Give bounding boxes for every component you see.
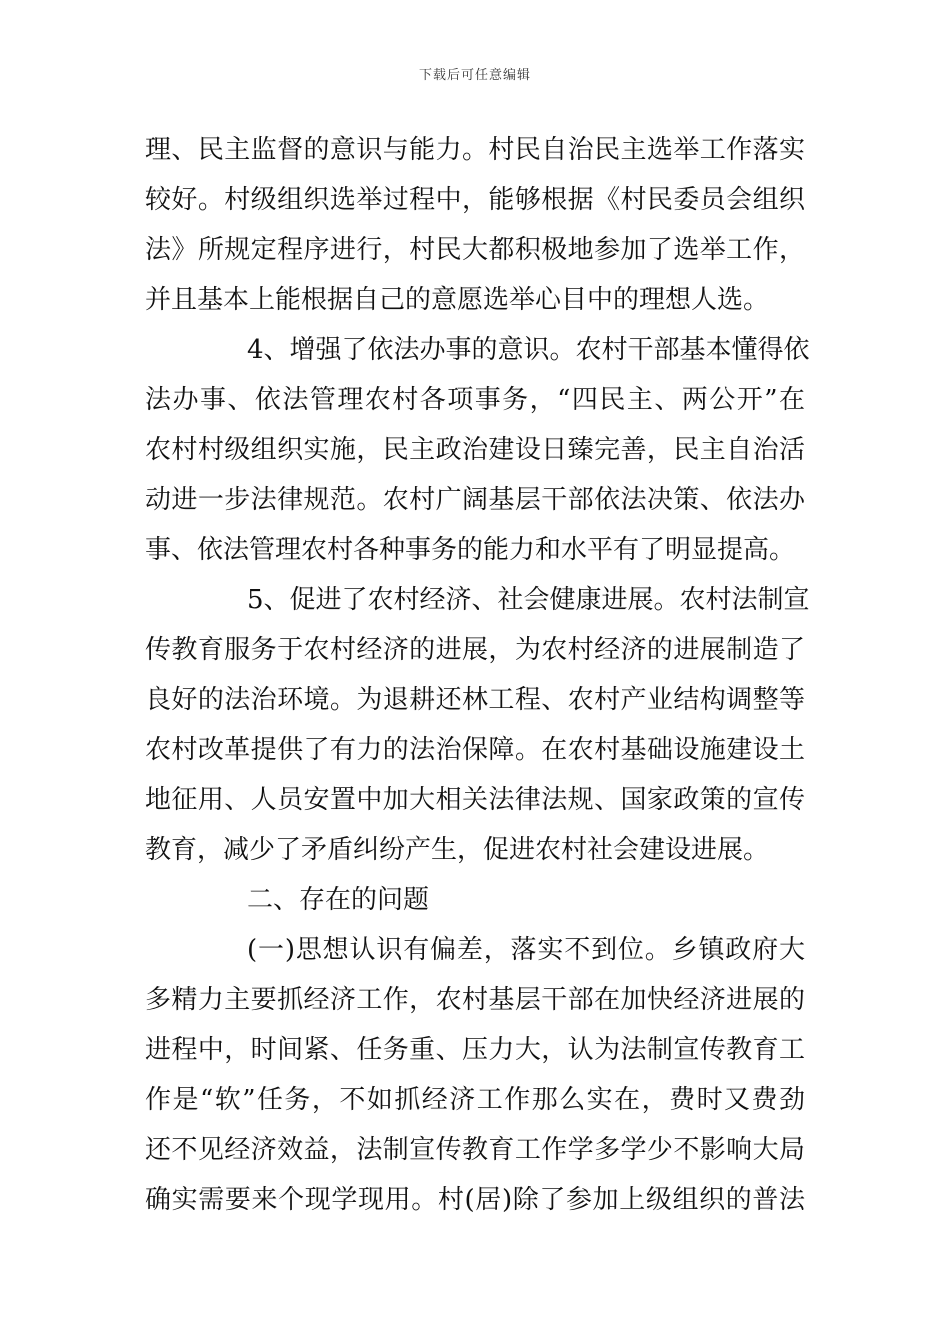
text-line: 5、促进了农村经济、社会健康进展。农村法制宣 [247, 585, 810, 615]
text-line: 传教育服务于农村经济的进展，为农村经济的进展制造了 [145, 635, 805, 665]
text-line: 良好的法治环境。为退耕还林工程、农村产业结构调整等 [145, 685, 805, 715]
text-line: 农村改革提供了有力的法治保障。在农村基础设施建设土 [145, 735, 805, 765]
section-heading-problems [145, 875, 805, 925]
section-heading: 二、存在的问题 [247, 885, 430, 915]
page-header: 下载后可任意编辑 [418, 68, 531, 83]
text-line: 4、增强了依法办事的意识。农村干部基本懂得依 [247, 335, 810, 365]
text-line: 作是“软”任务，不如抓经济工作那么实在，费时又费劲 [145, 1085, 805, 1115]
text-line: 事、依法管理农村各种事务的能力和水平有了明显提高。 [145, 535, 796, 565]
text-line: 法办事、依法管理农村各项事务，“四民主、两公开”在 [145, 385, 805, 415]
text-line: 教育，减少了矛盾纠纷产生，促进农村社会建设进展。 [145, 835, 770, 865]
paragraph-item-4 [145, 325, 810, 575]
text-line: 法》所规定程序进行，村民大都积极地参加了选举工作， [145, 235, 805, 265]
text-line: 还不见经济效益，法制宣传教育工作学多学少不影响大局 [145, 1135, 805, 1165]
paragraph-democratic-supervision [145, 125, 805, 325]
paragraph-problem-1 [145, 925, 805, 1225]
text-line: (一)思想认识有偏差，落实不到位。乡镇政府大 [247, 935, 805, 965]
text-line: 确实需要来个现学现用。村(居)除了参加上级组织的普法 [145, 1185, 805, 1215]
text-line: 动进一步法律规范。农村广阔基层干部依法决策、依法办 [145, 485, 805, 515]
text-line: 理、民主监督的意识与能力。村民自治民主选举工作落实 [145, 135, 805, 165]
text-line: 多精力主要抓经济工作，农村基层干部在加快经济进展的 [145, 985, 805, 1015]
text-line: 农村村级组织实施，民主政治建设日臻完善，民主自治活 [145, 435, 805, 465]
text-line: 地征用、人员安置中加大相关法律法规、国家政策的宣传 [145, 785, 805, 815]
paragraph-item-5 [145, 575, 810, 875]
text-line: 较好。村级组织选举过程中，能够根据《村民委员会组织 [145, 185, 805, 215]
text-line: 并且基本上能根据自己的意愿选举心目中的理想人选。 [145, 285, 770, 315]
document-body [145, 125, 810, 1225]
text-line: 进程中，时间紧、任务重、压力大，认为法制宣传教育工 [145, 1035, 805, 1065]
